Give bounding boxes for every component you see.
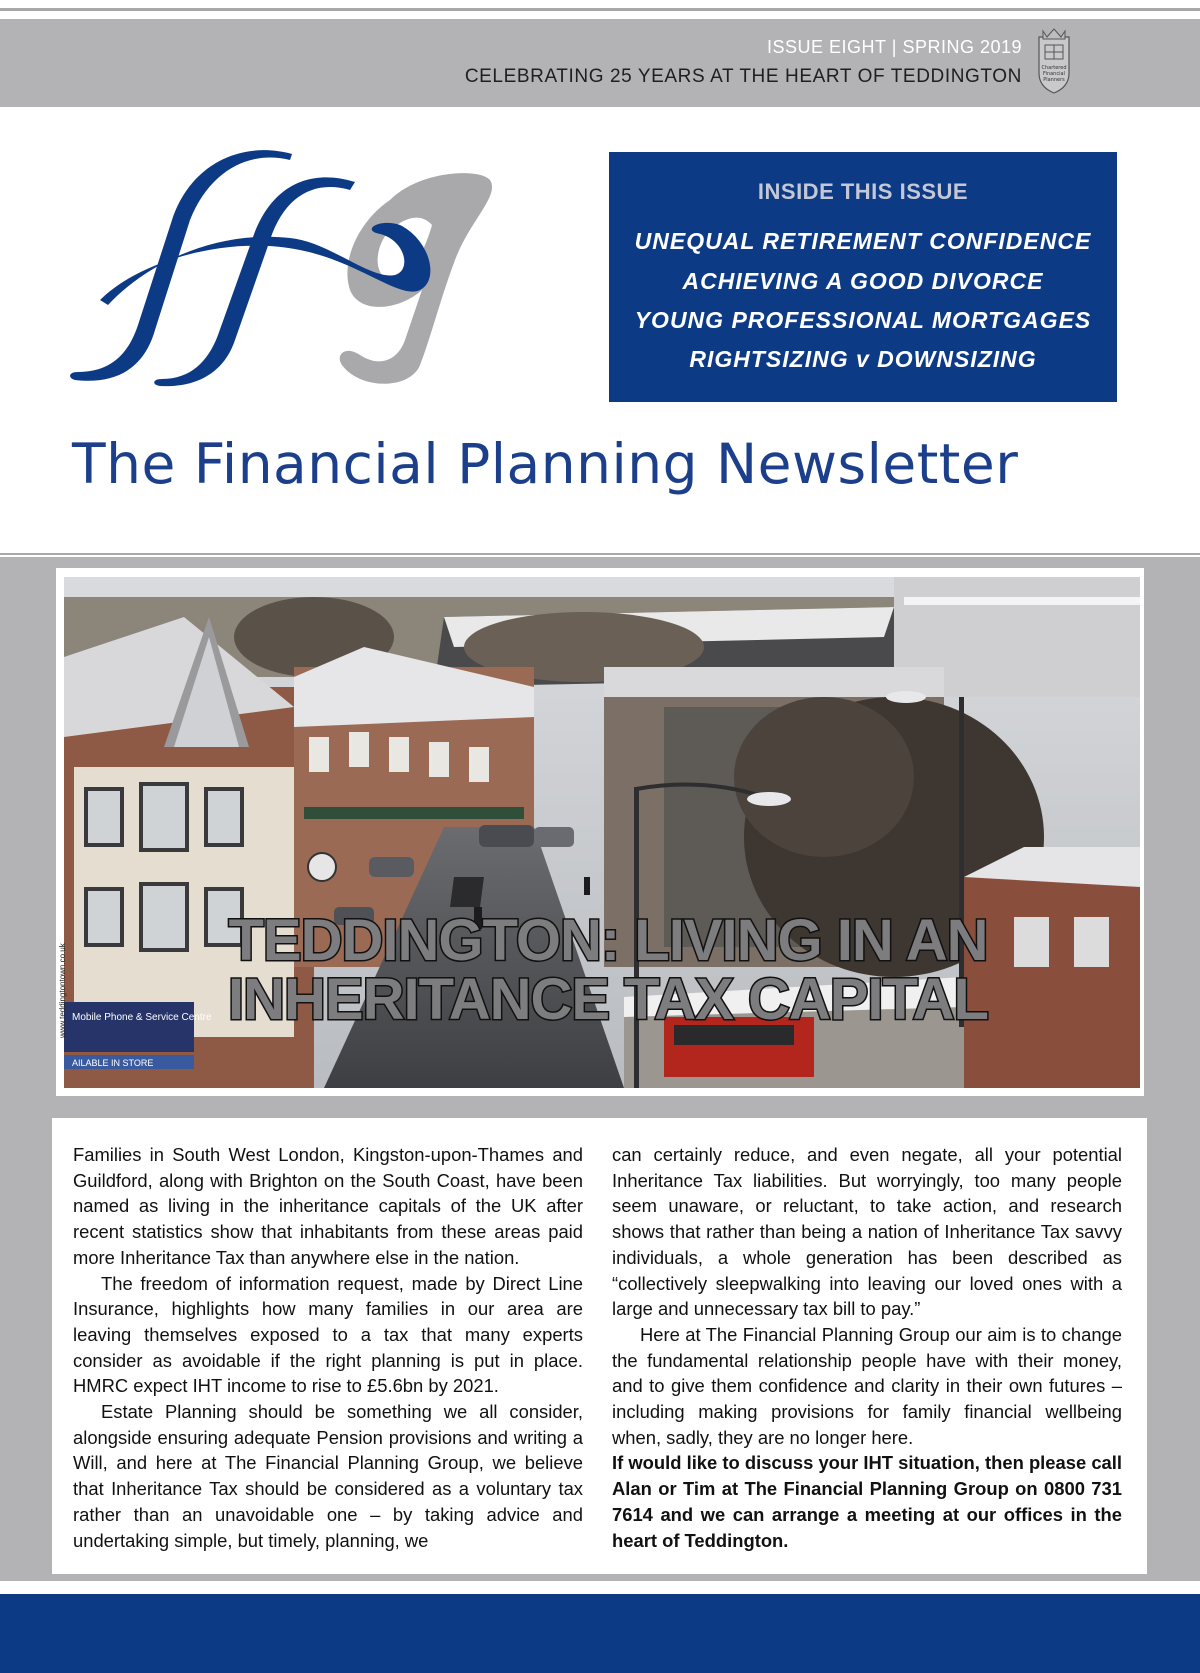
- headline-line-2: INHERITANCE TAX CAPITAL: [228, 967, 988, 1032]
- issue-number: ISSUE EIGHT: [767, 37, 887, 57]
- article-body: [52, 1118, 1147, 1574]
- top-rule: [0, 8, 1200, 11]
- tagline: CELEBRATING 25 YEARS AT THE HEART OF TEDDINGTON: [464, 66, 1022, 87]
- article-paragraph: Families in South West London, Kingston-upon-Thames and Guildford, along with Brighton on the South Coast, have been named as living in the inheritance capitals of the UK after recent statistics show that inhabitants from these areas paid more Inheritance Tax than anywhere else in the nation.: [73, 1144, 583, 1268]
- inside-item[interactable]: RIGHTSIZING v DOWNSIZING: [689, 346, 1037, 372]
- article-column-left: [73, 1142, 583, 1553]
- shop-sign-text-2: AILABLE IN STORE: [72, 1058, 154, 1068]
- svg-text:Planners: Planners: [1043, 77, 1065, 83]
- contact-callout: If would like to discuss your IHT situation, then please call Alan or Tim at The Financial Planning Group on 0800 731 7614 and we can arrange a meeting at our offices in the heart of Teddington.: [612, 1452, 1122, 1551]
- photo-frame: [56, 568, 1144, 1096]
- headline-line-1: TEDDINGTON: LIVING IN AN: [228, 908, 988, 973]
- svg-text:Chartered: Chartered: [1041, 65, 1067, 71]
- issue-line: [767, 37, 1022, 58]
- mid-rule: [0, 553, 1200, 555]
- inside-item[interactable]: UNEQUAL RETIREMENT CONFIDENCE: [634, 228, 1092, 254]
- ffg-logo: [60, 150, 530, 400]
- inside-this-issue-box: [609, 152, 1117, 402]
- teddington-street-photo: [64, 577, 1140, 1088]
- article-paragraph: The freedom of information request, made by Direct Line Insurance, highlights how many families in our area are leaving themselves exposed to a tax that many experts consider as avoidable if the right planning is put in place. HMRC expect IHT income to rise to £5.6bn by 2021.: [73, 1272, 583, 1397]
- inside-item[interactable]: ACHIEVING A GOOD DIVORCE: [682, 268, 1044, 294]
- article-column-right: [612, 1142, 1122, 1553]
- issue-season: SPRING 2019: [902, 37, 1022, 57]
- inside-heading: INSIDE THIS ISSUE: [757, 179, 969, 204]
- article-paragraph: Here at The Financial Planning Group our aim is to change the fundamental relationship people have with their money, and to give them confidence and clarity in their own futures – including making provisions for family financial wellbeing when, sadly, they are no longer here.: [612, 1323, 1122, 1448]
- article-paragraph: Estate Planning should be something we all consider, alongside ensuring adequate Pension provisions and writing a Will, and here at The Financial Planning Group, we believe that Inheritance Tax should be considered as a voluntary tax rather than an unavoidable one – by taking advice and undertaking simple, but timely, planning, we: [73, 1401, 583, 1551]
- header-band: [0, 19, 1200, 107]
- shop-sign-text: Mobile Phone & Service Centre: [72, 1012, 212, 1023]
- chartered-crest-icon: [1033, 27, 1075, 97]
- svg-text:Financial: Financial: [1043, 71, 1065, 77]
- masthead-title: The Financial Planning Newsletter: [72, 432, 1019, 496]
- article-paragraph: can certainly reduce, and even negate, all your potential Inheritance Tax liabilities. But worryingly, too many people seem unaware, or reluctant, to take action, and research shows that rather than being a nation of Inheritance Tax savvy individuals, a whole generation has been described as “collectively sleepwalking into leaving our loved ones with a large and unnecessary tax bill to pay.”: [612, 1144, 1122, 1320]
- footer-band: [0, 1594, 1200, 1673]
- issue-divider: |: [891, 37, 903, 57]
- photo-credit: www.teddingtontown.co.uk: [58, 943, 67, 1038]
- inside-item[interactable]: YOUNG PROFESSIONAL MORTGAGES: [634, 307, 1092, 333]
